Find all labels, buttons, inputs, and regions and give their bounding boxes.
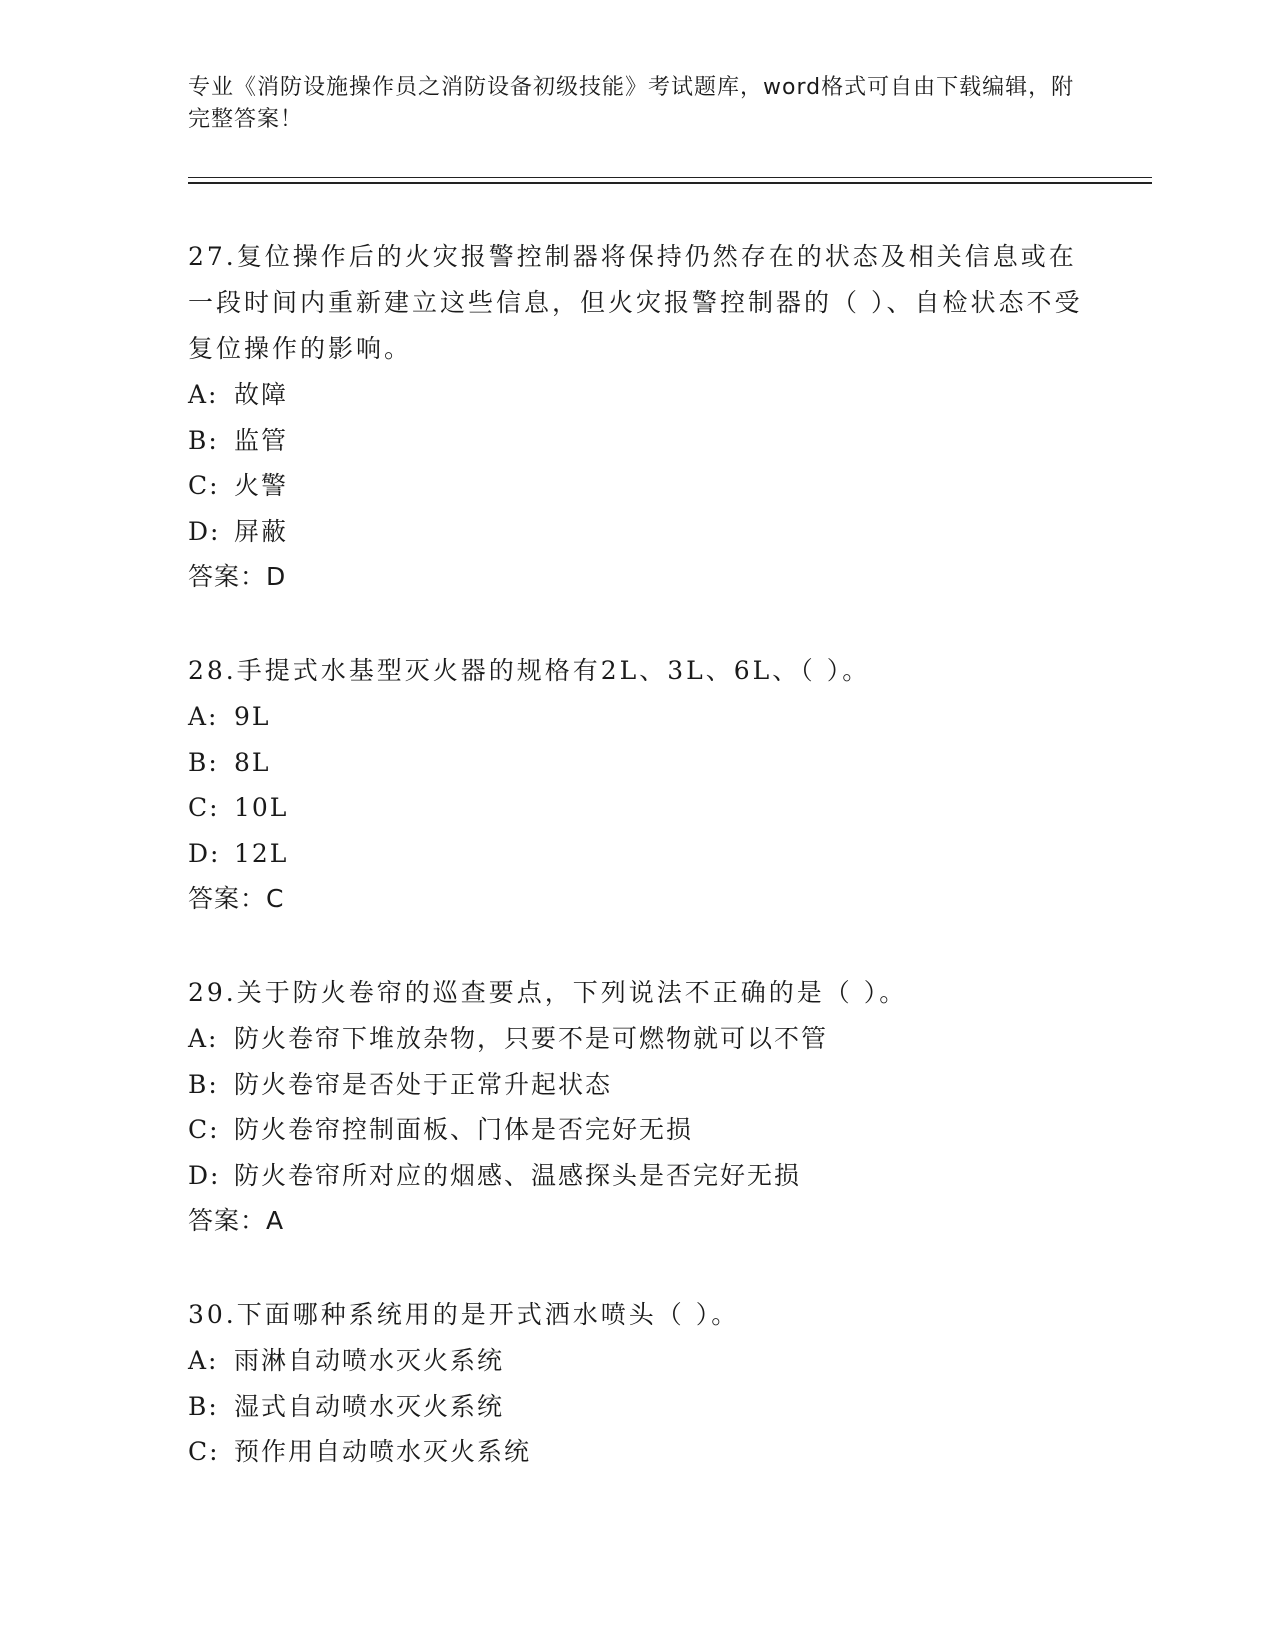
option-text: 屏蔽	[234, 516, 289, 546]
question-stem: 29.关于防火卷帘的巡查要点，下列说法不正确的是（ ）。	[188, 978, 908, 1007]
header-divider-thin	[188, 177, 1152, 178]
option-key: A:	[188, 380, 219, 409]
option-c	[188, 1429, 1088, 1475]
option-text: 防火卷帘所对应的烟感、温感探头是否完好无损	[234, 1160, 802, 1190]
question-29	[188, 970, 1088, 1244]
option-key: B:	[188, 747, 219, 777]
question-stem: 27.复位操作后的火灾报警控制器将保持仍然存在的状态及相关信息或在一段时间内重新建立这些信息，但火灾报警控制器的（ ）、自检状态不受复位操作的影响。	[188, 242, 1083, 363]
option-a	[188, 372, 1088, 418]
option-text: 湿式自动喷水灭火系统	[234, 1391, 505, 1421]
option-text: 10L	[234, 793, 289, 822]
question-28	[188, 648, 1088, 922]
option-c	[188, 1107, 1088, 1153]
option-d	[188, 1153, 1088, 1199]
option-c	[188, 463, 1088, 509]
option-key: B:	[188, 425, 219, 455]
document-header-intro: 专业《消防设施操作员之消防设备初级技能》考试题库，word格式可自由下载编辑，附完整答案！	[188, 75, 1075, 132]
option-key: C:	[188, 793, 220, 822]
question-stem: 30.下面哪种系统用的是开式洒水喷头（ ）。	[188, 1300, 740, 1329]
answer-line: 答案：A	[188, 1206, 285, 1235]
option-key: D:	[188, 838, 221, 868]
option-key: A:	[188, 1346, 219, 1375]
option-b	[188, 1062, 1088, 1108]
header-divider-thick	[188, 182, 1152, 184]
question-list	[188, 234, 1088, 1523]
option-text: 防火卷帘下堆放杂物，只要不是可燃物就可以不管	[234, 1024, 829, 1053]
question-stem: 28.手提式水基型灭火器的规格有2L、3L、6L、（ ）。	[188, 656, 871, 685]
option-key: C:	[188, 1437, 220, 1466]
option-d	[188, 831, 1088, 877]
option-text: 预作用自动喷水灭火系统	[234, 1437, 532, 1466]
option-key: C:	[188, 471, 220, 500]
option-b	[188, 418, 1088, 464]
option-key: A:	[188, 702, 219, 731]
option-text: 雨淋自动喷水灭火系统	[234, 1346, 505, 1375]
option-c	[188, 785, 1088, 831]
option-a	[188, 694, 1088, 740]
option-a	[188, 1016, 1088, 1062]
option-text: 火警	[234, 471, 289, 500]
option-d	[188, 509, 1088, 555]
option-b	[188, 740, 1088, 786]
option-text: 9L	[234, 702, 271, 731]
option-text: 防火卷帘是否处于正常升起状态	[234, 1069, 613, 1099]
answer-line: 答案：D	[188, 562, 287, 591]
option-key: B:	[188, 1391, 219, 1421]
answer-line: 答案：C	[188, 884, 285, 913]
option-key: D:	[188, 1160, 221, 1190]
option-key: B:	[188, 1069, 219, 1099]
option-text: 故障	[234, 380, 289, 409]
option-key: D:	[188, 516, 221, 546]
option-text: 防火卷帘控制面板、门体是否完好无损	[234, 1115, 694, 1144]
option-text: 监管	[234, 425, 289, 455]
question-27	[188, 234, 1088, 600]
option-key: A:	[188, 1024, 219, 1053]
option-a	[188, 1338, 1088, 1384]
option-text: 8L	[234, 747, 271, 777]
option-key: C:	[188, 1115, 220, 1144]
option-text: 12L	[234, 838, 289, 868]
option-b	[188, 1384, 1088, 1430]
question-30	[188, 1292, 1088, 1475]
